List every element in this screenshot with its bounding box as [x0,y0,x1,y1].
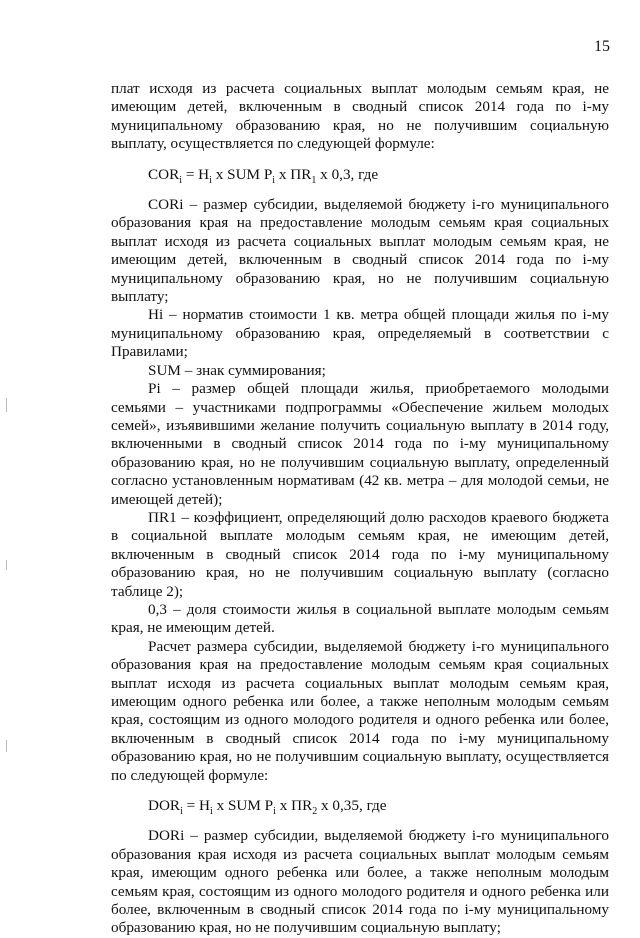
paragraph: DORi – размер субсидии, выделяемой бюджету i-го муниципального образования края исходя из расчета социальных выплат молодым семьям края, имеющим одного ребенка или более, а также неполным молодым семьям края, состоящим из одного молодого родителя и одного ребенка или более, включенным в сводный список 2014 года по i-му муниципальному образованию края, но не получившим социальную выплату; [111,827,609,937]
paragraph: плат исходя из расчета социальных выплат молодым семьям края, не имеющим детей, включенным в сводный список 2014 года по i-му муниципальному образованию края, но не получившим социальную выплату, осуществляется по следующей формуле: [111,80,609,153]
paragraph: CORi – размер субсидии, выделяемой бюджету i-го муниципального образования края на предоставление молодым семьям края социальных выплат исходя из расчета социальных выплат молодым семьям края, не имеющим детей, включенным в сводный список 2014 года по i-му муниципальному образованию края, но не получившим социальную выплату; [111,196,609,306]
document-body [111,80,609,938]
formula-cor: $COR_i = H_i$ x SUM $P_i$ x $ПR_1$ x 0,3, где [148,165,379,186]
scan-speck [6,398,7,412]
paragraph: Расчет размера субсидии, выделяемой бюджету i-го муниципального образования края на предоставление молодым семьям края социальных выплат исходя из расчета социальных выплат молодым семьям края, имеющим одного ребенка или более, а также неполным молодым семьям края, состоящим из одного молодого родителя и одного ребенка или более, включенным в сводный список 2014 года по i-му муниципальному образованию края, но не получившим социальную выплату, осуществляется по следующей формуле: [111,637,609,784]
page-number: 15 [594,38,610,55]
paragraph: SUM – знак суммирования; [148,361,326,379]
formula-dor: $DOR_i = H_i$ x SUM $P_i$ x $ПR_2$ x 0,35, где [148,797,387,818]
paragraph: 0,3 – доля стоимости жилья в социальной выплате молодым семьям края, не имеющим детей. [111,600,609,637]
paragraph: Pi – размер общей площади жилья, приобретаемого молодыми семьями – участниками подпрограммы «Обеспечение жильем молодых семей», изъявившими желание получить социальную выплату в 2014 году, включенными в сводный список 2014 года по i-му муниципальному образованию края, но не получившим социальную выплату, определенный согласно установленным нормативам (42 кв. метра – для молодой семьи, не имеющей детей); [111,380,609,508]
paragraph: Hi – норматив стоимости 1 кв. метра общей площади жилья по i-му муниципальному образованию края, определяемый в соответствии с Правилами; [111,306,609,361]
scan-speck [6,560,7,570]
scan-speck [6,740,7,752]
paragraph: ПR1 – коэффициент, определяющий долю расходов краевого бюджета в социальной выплате молодым семьям края, не имеющим детей, включенным в сводный список 2014 года по i-му муниципальному образованию края, но не получившим социальную выплату (согласно таблице 2); [111,508,609,600]
